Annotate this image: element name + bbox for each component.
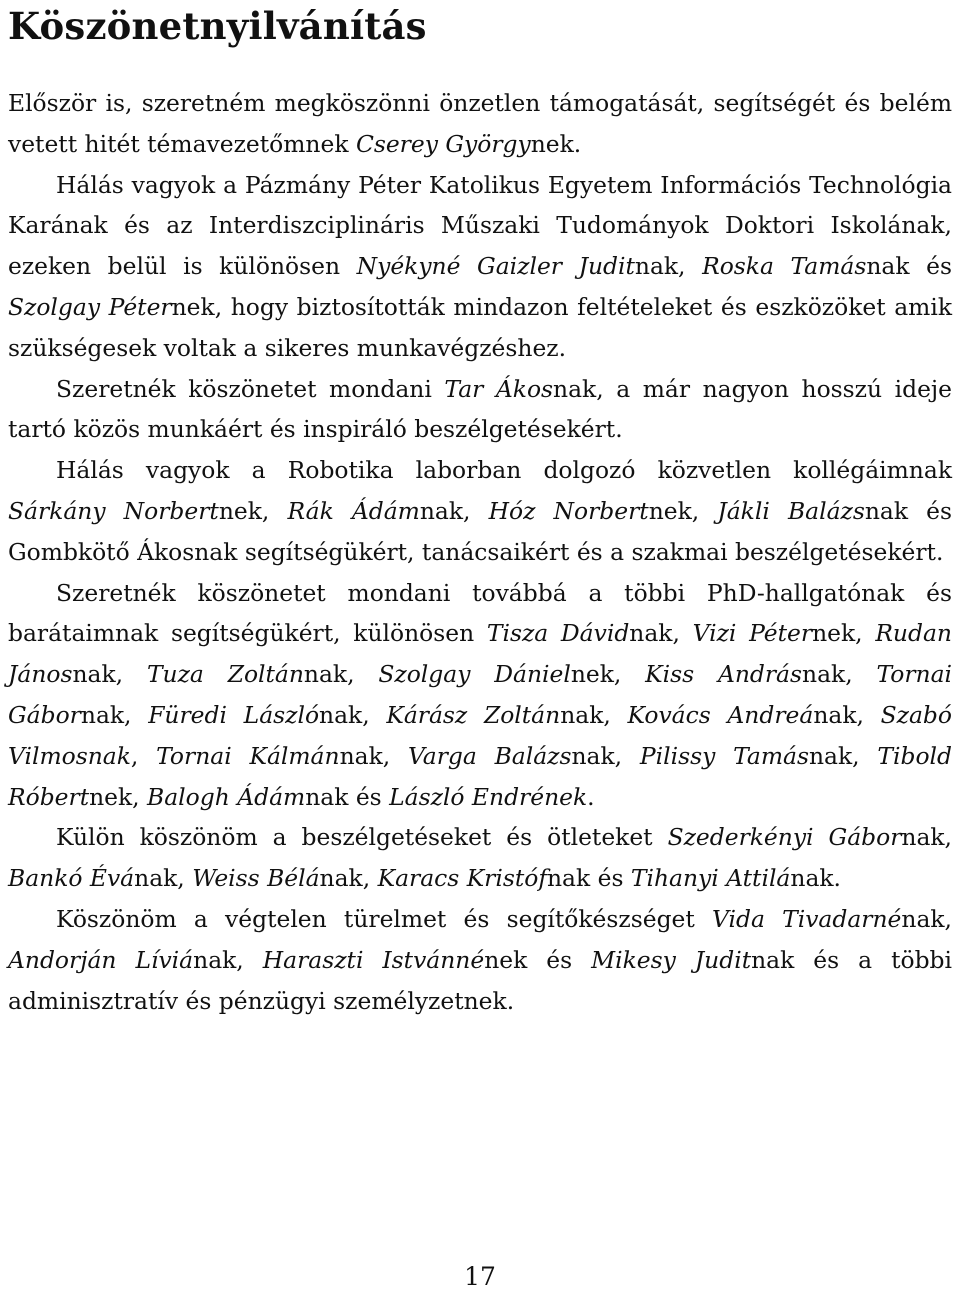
text-run: Külön köszönöm a beszélgetéseket és ötleteket xyxy=(56,823,668,852)
text-run: . xyxy=(587,782,595,811)
paragraph-7 xyxy=(8,899,952,1021)
text-run: Először is, szeretném megköszönni önzetlen támogatását, segítségét és belém vetett hitét témavezetőmnek xyxy=(8,89,952,158)
text-run: nak, xyxy=(813,700,881,729)
text-run: nek és xyxy=(484,945,592,974)
italic-name: Tibold Róbert xyxy=(8,741,952,811)
text-run: nak, xyxy=(901,904,952,933)
text-run: nak, xyxy=(419,496,489,525)
text-run: Szeretnék köszönetet mondani xyxy=(56,374,445,403)
italic-name: Vizi Péter xyxy=(692,619,813,648)
italic-name: Rák Ádám xyxy=(287,496,420,525)
text-run: nak. xyxy=(790,864,841,893)
text-run: nek, hogy biztosították mindazon feltételeket és eszközöket amik szükségesek voltak a sikeres munkavégzéshez. xyxy=(8,292,953,362)
text-run: nak, xyxy=(339,741,408,770)
italic-name: Roska Tamás xyxy=(702,252,867,281)
page-number: 17 xyxy=(464,1262,496,1291)
text-run: nak, xyxy=(571,741,640,770)
text-run: nak, xyxy=(303,660,379,689)
paragraph-4 xyxy=(8,450,952,572)
italic-name: Tar Ákos xyxy=(444,374,554,403)
italic-name: Tuza Zoltán xyxy=(146,660,304,689)
italic-name: Tisza Dávid xyxy=(486,619,630,648)
text-run: nak és Gombkötő Ákosnak segítségükért, tanácsaikért és a szakmai beszélgetésekért. xyxy=(8,496,953,566)
text-run: Hálás vagyok a Pázmány Péter Katolikus Egyetem Információs Technológia Karának és az Interdiszciplináris Műszaki Tudományok Doktori Iskolának, ezeken belül is különösen xyxy=(8,170,952,281)
italic-name: Vida Tivadarné xyxy=(712,904,902,933)
paragraph-1 xyxy=(8,83,952,165)
italic-name: Mikesy Judit xyxy=(591,945,752,974)
text-run: nak, xyxy=(319,700,387,729)
text-run: nak, xyxy=(72,660,147,689)
italic-name: Sárkány Norbert xyxy=(8,496,219,525)
italic-name: Rudan János xyxy=(8,619,952,689)
text-run: nak, xyxy=(808,741,878,770)
text-run: nak, xyxy=(134,864,193,893)
text-run: Köszönöm a végtelen türelmet és segítőkészséget xyxy=(56,904,713,933)
italic-name: Tihanyi Attilá xyxy=(630,864,791,893)
acknowledgements-body xyxy=(8,83,952,1021)
italic-name: Kovács Andreá xyxy=(627,700,814,729)
text-run: Szeretnék köszönetet mondani továbbá a többi PhD-hallgatónak és barátaimnak segítségükért, különösen xyxy=(8,578,952,648)
paragraph-5 xyxy=(8,573,952,818)
text-run: nak, xyxy=(193,945,263,974)
italic-name: Kárász Zoltán xyxy=(386,700,561,729)
text-run: nak és xyxy=(546,864,631,893)
text-run: nak, xyxy=(629,619,693,648)
italic-name: Jákli Balázs xyxy=(717,496,865,525)
text-run: , xyxy=(130,741,157,770)
italic-name: Szabó Vilmosnak xyxy=(8,700,952,770)
italic-name: Kiss András xyxy=(645,660,803,689)
italic-name: Varga Balázs xyxy=(408,741,572,770)
text-run: nek, xyxy=(570,660,646,689)
italic-name: Szolgay Dániel xyxy=(378,660,571,689)
text-run: nak és a többi adminisztratív és pénzügyi személyzetnek. xyxy=(8,945,952,1015)
document-page xyxy=(8,0,952,1021)
italic-name: Balogh Ádám xyxy=(147,782,306,811)
paragraph-3 xyxy=(8,369,952,451)
paragraph-2 xyxy=(8,165,952,369)
text-run: nak, xyxy=(901,823,952,852)
text-run: nek. xyxy=(530,129,582,158)
italic-name: Bankó Évá xyxy=(8,864,135,893)
italic-name: László Endrének xyxy=(389,782,588,811)
text-run: nak, xyxy=(560,700,628,729)
italic-name: Weiss Bélá xyxy=(192,864,320,893)
paragraph-6 xyxy=(8,817,952,899)
italic-name: Karacs Kristóf xyxy=(377,864,547,893)
italic-name: Hóz Norbert xyxy=(488,496,649,525)
text-run: nek, xyxy=(89,782,148,811)
italic-name: Cserey György xyxy=(355,129,531,158)
text-run: nak és xyxy=(305,782,390,811)
text-run: nek, xyxy=(648,496,718,525)
italic-name: Tornai Gábor xyxy=(8,660,953,729)
text-run: nak, xyxy=(80,700,149,729)
text-run: nak és xyxy=(866,252,952,281)
page-title: Köszönetnyilvánítás xyxy=(8,4,427,48)
text-run: nek, xyxy=(812,619,876,648)
text-run: Hálás vagyok a Robotika laborban dolgozó közvetlen kollégáimnak xyxy=(56,456,952,485)
text-run: nak, xyxy=(802,660,877,689)
text-run: nek, xyxy=(218,496,288,525)
text-run: nak, xyxy=(319,864,378,893)
italic-name: Füredi László xyxy=(148,700,320,729)
italic-name: Haraszti Istvánné xyxy=(262,945,485,974)
italic-name: Pilissy Tamás xyxy=(639,741,809,770)
text-run: nak, a már nagyon hosszú ideje tartó közös munkáért és inspiráló beszélgetésekért. xyxy=(8,374,953,444)
text-run: nak, xyxy=(634,252,703,281)
italic-name: Szederkényi Gábor xyxy=(667,823,902,852)
italic-name: Nyékyné Gaizler Judit xyxy=(356,252,635,281)
italic-name: Tornai Kálmán xyxy=(156,741,340,770)
italic-name: Szolgay Péter xyxy=(8,292,172,321)
italic-name: Andorján Líviá xyxy=(8,945,194,974)
